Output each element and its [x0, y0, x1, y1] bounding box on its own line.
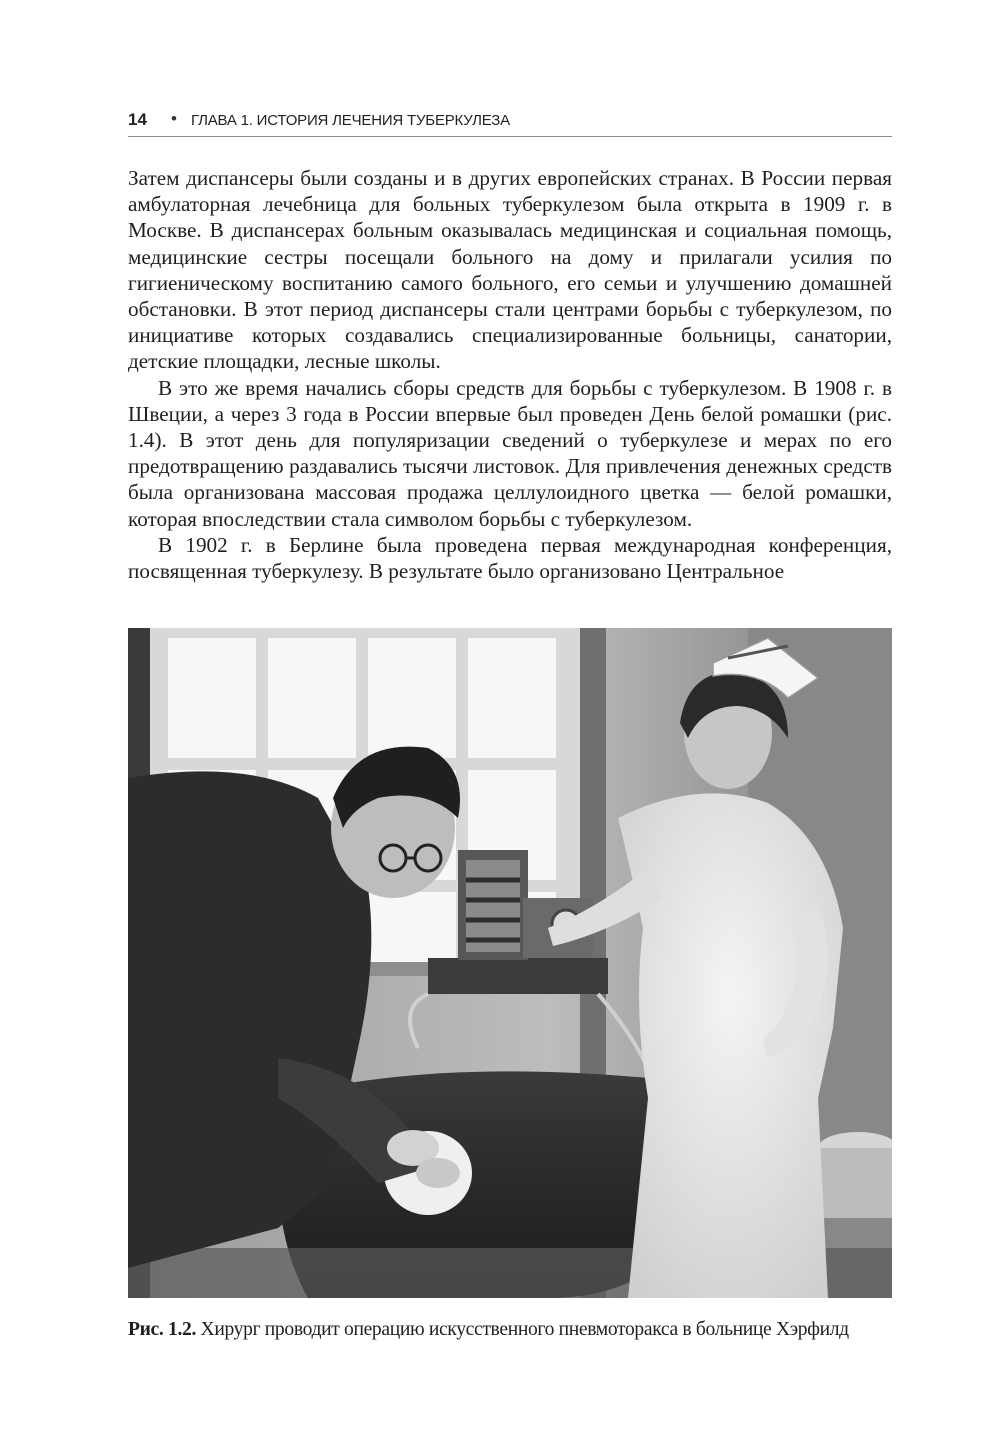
figure-caption — [128, 1318, 892, 1342]
caption-label: Рис. 1.2. — [128, 1319, 196, 1340]
figure-photo — [128, 628, 892, 1298]
header-separator: • — [171, 109, 177, 128]
paragraph-2: В это же время начались сборы средств для борьбы с туберкулезом. В 1908 г. в Швеции, а через 3 года в России впервые был проведен День белой ромашки (рис. 1.4). В этот день для популяризации сведений о туберкулезе и мерах по его предотвращению раздавались тысячи листовок. Для привлечения денежных средств была организована массовая продажа целлулоидного цветка — белой ромашки, которая впоследствии стала символом борьбы с туберкулезом. — [128, 375, 892, 531]
surgery-photo-illustration — [128, 628, 892, 1298]
page-number: 14 — [128, 110, 147, 129]
paragraph-1: Затем диспансеры были созданы и в других европейских странах. В России первая амбулаторная лечебница для больных туберкулезом была открыта в 1909 г. в Москве. В диспансерах больным оказывалась медицинская и социальная помощь, медицинские сестры посещали больного на дому и прилагали усилия по гигиеническому воспитанию самого больного, его семьи и улучшению домашней обстановки. В этот период диспансеры стали центрами борьбы с туберкулезом, по инициативе которых создавались специализированные больницы, санатории, детские площадки, лесные школы. — [128, 166, 892, 374]
body-text — [128, 165, 892, 584]
caption-text: Хирург проводит операцию искусственного пневмоторакса в больнице Хэрфилд — [196, 1319, 849, 1340]
running-header — [128, 106, 892, 137]
paragraph-3: В 1902 г. в Берлине была проведена первая международная конференция, посвященная туберкулезу. В результате было организовано Центральное — [128, 532, 892, 584]
chapter-title: ГЛАВА 1. ИСТОРИЯ ЛЕЧЕНИЯ ТУБЕРКУЛЕЗА — [191, 112, 510, 129]
